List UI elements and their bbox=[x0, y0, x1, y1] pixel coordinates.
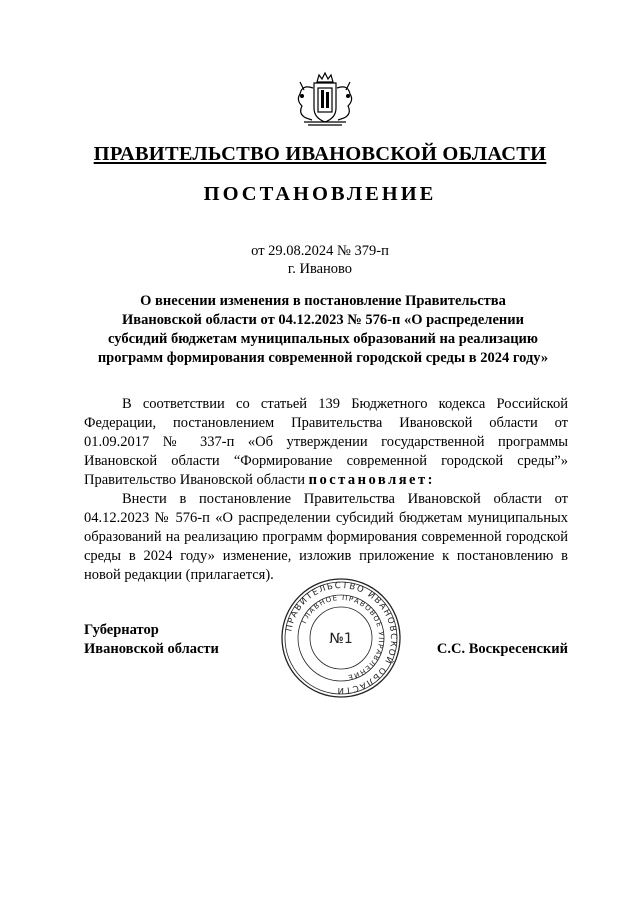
heading-line: субсидий бюджетам муниципальных образований на реализацию bbox=[108, 331, 538, 347]
document-type: ПОСТАНОВЛЕНИЕ bbox=[203, 183, 437, 205]
resolution-word: постановляет: bbox=[308, 472, 435, 488]
heading-line: программ формирования современной городской среды в 2024 году» bbox=[97, 350, 549, 366]
seal-number: №1 bbox=[329, 631, 353, 647]
date-block bbox=[0, 242, 640, 278]
government-title: ПРАВИТЕЛЬСТВО ИВАНОВСКОЙ ОБЛАСТИ bbox=[93, 143, 547, 165]
heading-line: Ивановской области от 04.12.2023 № 576-п «О распределении bbox=[122, 312, 524, 328]
document-body bbox=[84, 395, 568, 585]
seal-outer-text: ПРАВИТЕЛЬСТВО ИВАНОВСКОЙ ОБЛАСТИ bbox=[284, 580, 399, 696]
signer-post bbox=[84, 621, 219, 659]
date-number: от 29.08.2024 № 379-п bbox=[251, 243, 389, 259]
signer-name: С.С. Воскресенский bbox=[436, 641, 568, 657]
official-seal bbox=[280, 577, 402, 699]
paragraph-preamble bbox=[84, 395, 568, 490]
signer-post-line: Губернатор bbox=[84, 622, 159, 638]
signer-post-line: Ивановской области bbox=[84, 641, 219, 657]
seal-inner-text: ГЛАВНОЕ ПРАВОВОЕ УПРАВЛЕНИЕ bbox=[300, 593, 386, 682]
preamble-text: В соответствии со статьей 139 Бюджетного кодекса Российской Федерации, постановлением Правительства Ивановской области от 01.09.2017 № 337-п «Об утверждении государственной программы Ивановской области “Формирование современной городской среды”» Правительство Ивановской области bbox=[84, 396, 568, 488]
heading-line: О внесении изменения в постановление Правительства bbox=[140, 293, 506, 309]
paragraph-resolution: Внести в постановление Правительства Ивановской области от 04.12.2023 № 576-п «О распределении субсидий бюджетам муниципальных образований на реализацию программ формирования современной городской среды в 2024 году» изменение, изложив приложение к постановлению в новой редакции (прилагается). bbox=[84, 491, 568, 583]
city: г. Иваново bbox=[287, 261, 353, 277]
document-heading bbox=[84, 292, 562, 368]
coat-of-arms-icon bbox=[290, 70, 360, 128]
